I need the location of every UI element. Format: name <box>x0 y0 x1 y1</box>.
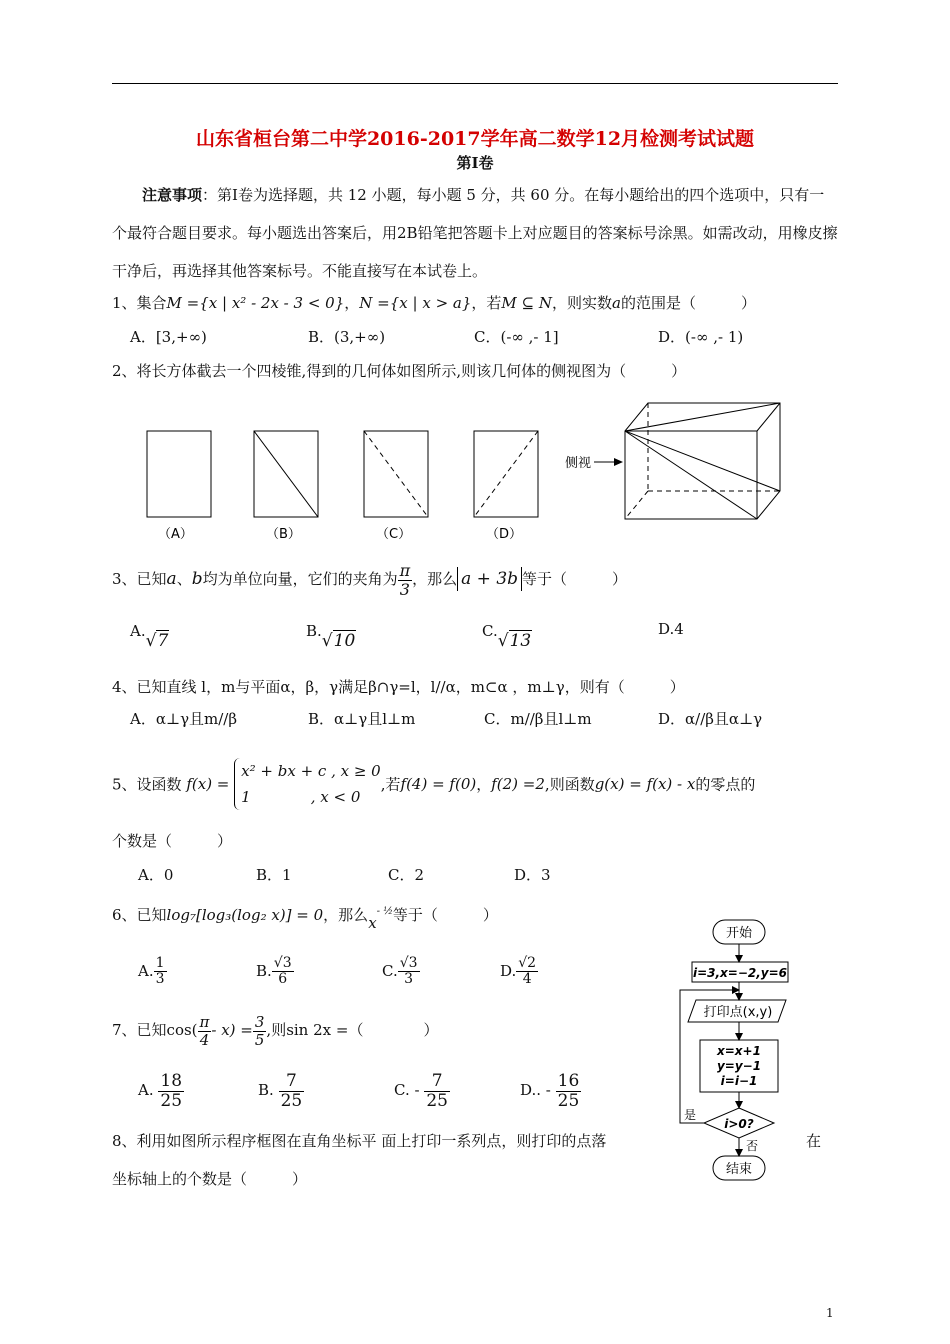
flow-print-label: 打印点(x,y) <box>703 1005 773 1020</box>
q7-a-den: 25 <box>160 1090 183 1111</box>
q6-b-label: B. <box>256 961 272 980</box>
q5-g: g(x) = f(x) - x <box>594 775 696 793</box>
q6-exponent: - ½ <box>376 906 393 917</box>
q1-prefix: 1、集合 <box>112 294 167 312</box>
q6-c-num: √3 <box>399 955 418 971</box>
q3-option-c[interactable]: C.√13 <box>482 622 532 651</box>
q6-a-den: 3 <box>155 971 165 988</box>
q7-c-den: 25 <box>426 1090 448 1111</box>
q7-c-frac <box>424 1072 450 1110</box>
page-number: 1 <box>826 1306 834 1320</box>
q5-prefix: 5、设函数 <box>112 775 182 794</box>
notice-label: 注意事项 <box>142 186 203 204</box>
q7-end: ,则sin 2x =（ ） <box>266 1021 439 1039</box>
q1-option-b[interactable]: B．(3,+∞) <box>308 328 386 346</box>
flow-start-label: 开始 <box>725 926 753 941</box>
q1-set-m: M ={x | x² - 2x - 3 < 0} <box>166 294 345 312</box>
q7-d-num: 16 <box>557 1071 580 1091</box>
q7-prefix: 7、已知cos( <box>112 1021 198 1039</box>
q3-angle-num: π <box>399 561 411 580</box>
q2-label-c: （C） <box>376 527 412 542</box>
q6-then: ，那么 <box>323 906 369 924</box>
q7-option-d[interactable] <box>520 1072 581 1110</box>
q2-figures <box>0 395 950 555</box>
q7-value-num: 3 <box>254 1013 265 1031</box>
q2-label-b: （B） <box>266 527 301 542</box>
q8-tail: 在 <box>806 1132 822 1150</box>
q7-b-label: B. <box>258 1081 274 1100</box>
q3-angle-den: 3 <box>399 579 410 599</box>
q6-a-label: A. <box>138 961 154 980</box>
q6-b-den: 6 <box>278 971 288 988</box>
q7-angle <box>198 1014 212 1048</box>
q4-option-c[interactable]: C．m//β且l⊥m <box>484 710 592 728</box>
q3-prefix: 3、已知 <box>112 570 167 589</box>
q3-b-label: B. <box>306 622 322 640</box>
notice <box>112 176 838 290</box>
question-8: 8、利用如图所示程序框图在直角坐标平 面上打印一系列点，则打印的点落 <box>112 1132 607 1150</box>
q3-vec-a: a <box>166 569 177 590</box>
flow-yes-label: 是 <box>684 1108 697 1122</box>
q2-label-d: （D） <box>486 527 523 542</box>
q3-end: 等于（ ） <box>522 570 628 589</box>
solid-figure <box>625 403 780 519</box>
q5-cond-2: f(2) =2 <box>491 775 545 793</box>
q3-angle <box>398 562 413 598</box>
q7-d-label: D.. - <box>520 1081 551 1100</box>
flow-no-label: 否 <box>746 1139 759 1153</box>
q5-if: ,若 <box>380 775 401 794</box>
q3-option-b[interactable]: B.√10 <box>306 622 356 651</box>
flow-cond-label: i>0? <box>724 1117 754 1131</box>
q7-value-den: 5 <box>254 1030 265 1049</box>
q1-sep: ， <box>344 294 360 312</box>
q7-d-frac <box>556 1072 582 1110</box>
flow-end-label: 结束 <box>725 1162 753 1177</box>
page-title: 山东省桓台第二中学2016-2017学年高二数学12月检测考试试题 <box>195 128 755 150</box>
q2-option-d-figure[interactable] <box>474 431 538 517</box>
q3-b-root: 10 <box>333 631 356 651</box>
q1-end: 的范围是（ ） <box>620 294 756 312</box>
q3-text: 均为单位向量，它们的夹角为 <box>202 570 398 589</box>
q5-cond-1: f(4) = f(0) <box>400 775 477 793</box>
q6-c-label: C. <box>382 961 398 980</box>
notice-text: ：第Ⅰ卷为选择题，共 12 小题，每小题 5 分，共 60 分。在每小题给出的四个选项中，只有一个最符合题目要求。每小题选出答案后，用2B铅笔把答题卡上对应题目的答案标号涂黑。如需改动，用橡皮擦干净后，再选择其他答案标号。不能直接写在本试卷上。 <box>112 186 838 280</box>
q1-option-a[interactable]: A．[3,+∞) <box>130 328 207 346</box>
q5-continuation: 个数是（ ） <box>112 832 233 850</box>
q5-piecewise <box>234 758 381 810</box>
q6-d-den: 4 <box>522 971 532 988</box>
q6-d-frac <box>516 956 538 988</box>
question-7 <box>112 1014 438 1048</box>
q7-option-a[interactable] <box>138 1072 184 1110</box>
q7-b-den: 25 <box>280 1090 303 1111</box>
q6-b-num: √3 <box>273 955 292 971</box>
q7-d-den: 25 <box>557 1090 580 1111</box>
q4-option-a[interactable]: A．α⊥γ且m//β <box>130 710 238 728</box>
q6-c-frac <box>398 956 420 988</box>
q5-case-1: x² + bx + c , x ≥ 0 <box>241 762 381 780</box>
q7-a-label: A. <box>138 1081 154 1100</box>
q7-c-num: 7 <box>424 1072 450 1092</box>
q7-b-num: 7 <box>279 1072 305 1092</box>
q1-a: a <box>612 294 621 312</box>
q3-sep: 、 <box>176 570 192 589</box>
q5-option-b[interactable]: B．1 <box>256 866 292 884</box>
q1-if: ，若 <box>471 294 502 312</box>
q6-c-den: 3 <box>404 971 414 988</box>
q6-a-num: 1 <box>155 955 165 971</box>
q5-option-a[interactable]: A．0 <box>138 866 174 884</box>
q6-b-frac <box>272 956 294 988</box>
q8-continuation: 坐标轴上的个数是（ ） <box>112 1170 308 1188</box>
q1-then: ，则实数 <box>552 294 613 312</box>
q7-angle-num: π <box>199 1013 210 1031</box>
question-2: 2、将长方体截去一个四棱锥,得到的几何体如图所示,则该几何体的侧视图为（ ） <box>112 362 687 380</box>
section-title: 第Ⅰ卷 <box>456 154 494 172</box>
q3-then: ，那么 <box>412 570 458 589</box>
q2-option-b-figure[interactable] <box>254 431 318 517</box>
q7-value <box>253 1014 267 1048</box>
q7-c-label: C. - <box>394 1081 420 1100</box>
question-5 <box>112 758 755 810</box>
q3-vec-b: b <box>191 569 203 590</box>
q2-label-a: （A） <box>158 527 193 542</box>
q6-end: 等于（ ） <box>392 906 498 924</box>
q7-option-c[interactable] <box>394 1072 450 1110</box>
q1-set-n: N ={x | x > a} <box>359 294 472 312</box>
flow-update-1: x=x+1 <box>717 1044 761 1058</box>
header-rule <box>112 83 838 84</box>
q5-sep: ， <box>476 775 492 794</box>
q7-angle-den: 4 <box>199 1030 210 1049</box>
question-6 <box>112 904 498 932</box>
q3-c-label: C. <box>482 622 498 640</box>
q6-d-num: √2 <box>518 955 537 971</box>
q6-option-d[interactable] <box>500 956 538 988</box>
q6-option-c[interactable] <box>382 956 420 988</box>
q3-option-a[interactable]: A.√7 <box>130 622 169 651</box>
flow-update-3: i=i−1 <box>720 1074 758 1088</box>
q5-option-d[interactable]: D．3 <box>514 866 551 884</box>
q2-option-c-figure[interactable] <box>364 431 428 517</box>
arrow-head-icon <box>614 458 623 466</box>
q2-option-a-figure[interactable] <box>147 431 211 517</box>
side-view-label: 侧视 <box>565 456 592 471</box>
question-1 <box>112 292 756 313</box>
q5-case-2: 1 , x < 0 <box>241 788 361 806</box>
q5-tail: 的零点的 <box>695 775 756 794</box>
q6-a-frac <box>154 956 167 988</box>
q6-base: x <box>368 914 377 932</box>
q6-d-label: D. <box>500 961 517 980</box>
flow-update-2: y=y−1 <box>716 1059 762 1073</box>
flowchart <box>670 912 810 1184</box>
q3-a-label: A. <box>130 622 146 640</box>
q7-b-frac <box>279 1072 305 1110</box>
q3-option-d[interactable]: D.4 <box>658 620 684 638</box>
q7-option-b[interactable] <box>258 1072 304 1110</box>
q3-expr: a + 3b <box>457 567 522 591</box>
q7-a-frac <box>158 1072 184 1110</box>
q3-c-root: 13 <box>509 631 532 651</box>
q3-a-root: 7 <box>157 631 169 651</box>
q4-option-b[interactable]: B．α⊥γ且l⊥m <box>308 710 416 728</box>
q1-subset: M ⊆ N <box>501 294 552 312</box>
q6-expr: log₇[log₃(log₂ x)] = 0 <box>166 906 324 924</box>
q6-option-a[interactable] <box>138 956 167 988</box>
q6-prefix: 6、已知 <box>112 906 167 924</box>
q5-then: ,则函数 <box>544 775 595 794</box>
q1-option-d[interactable]: D．(-∞ ,- 1) <box>658 328 744 346</box>
q7-mid: - x) = <box>211 1021 253 1039</box>
q4-option-d[interactable]: D．α//β且α⊥γ <box>658 710 763 728</box>
q5-fx: f(x) = <box>186 775 230 793</box>
question-4: 4、已知直线 l，m与平面α，β，γ满足β∩γ=l，l//α，m⊂α ，m⊥γ，则有（ ） <box>112 678 685 696</box>
q6-option-b[interactable] <box>256 956 294 988</box>
flow-init-label: i=3,x=−2,y=6 <box>692 966 788 980</box>
q1-option-c[interactable]: C．(-∞ ,- 1] <box>474 328 559 346</box>
q7-a-num: 18 <box>160 1071 183 1091</box>
question-3 <box>112 562 627 598</box>
q5-option-c[interactable]: C．2 <box>388 866 425 884</box>
